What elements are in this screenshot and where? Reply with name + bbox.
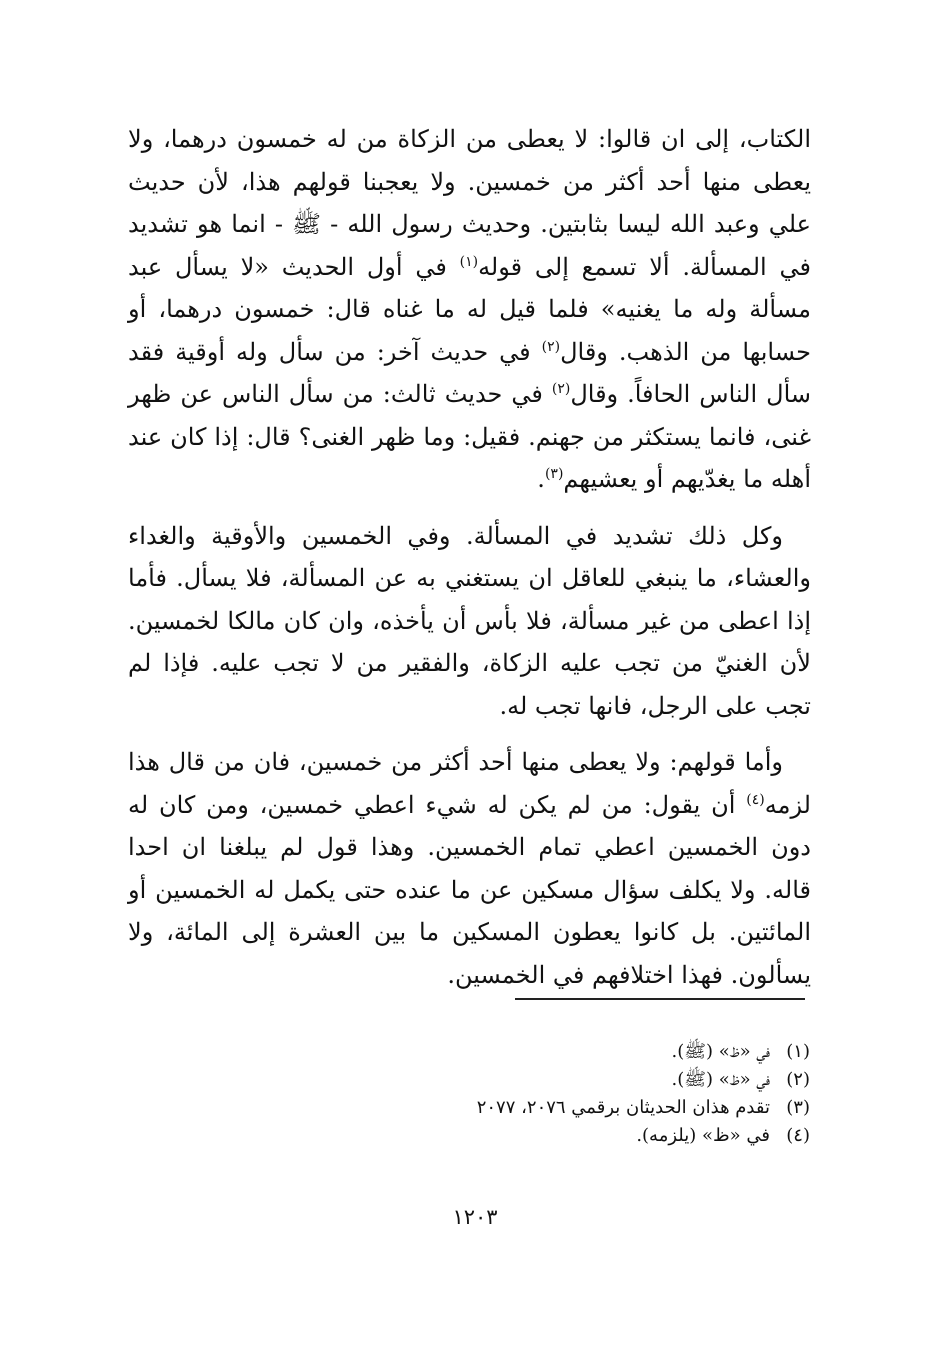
paragraph-1-text: في حديث ثالث: من سأل الناس عن ظهر غنى، فانما يستكثر من جهنم. فقيل: وما ظهر الغنى؟ قال: إذا كان عند أهله ما يغدّيهم أو يعشيهم xyxy=(128,380,811,493)
paragraph-3 xyxy=(128,741,811,996)
footnote-number: (١) xyxy=(786,1041,810,1062)
paragraph-1-text: الكتاب، إلى ان قالوا: لا يعطى من الزكاة من له خمسون درهما، ولا يعطى منها أحد أكثر من خمسين. ولا يعجبنا قولهم هذا، لأن حديث علي وعبد الله ليسا بثابتين. وحديث رسول الله - ﷺ - انما هو تشديد في المسألة. ألا تسمع إلى قوله xyxy=(128,125,812,281)
paragraph-2 xyxy=(128,515,811,728)
footnote-text: في «ظ» (ﷺ). xyxy=(671,1069,770,1090)
footnote-text: تقدم هذان الحديثان برقمي ٢٠٧٦، ٢٠٧٧ xyxy=(476,1097,770,1118)
page-number: ١٢٠٣ xyxy=(452,1205,498,1229)
body-text xyxy=(128,118,811,996)
footnote-item xyxy=(380,1066,810,1094)
paragraph-1-text: في أول الحديث «لا يسأل عبد مسألة وله ما يغنيه» فلما قيل له ما غناه قال: خمسون درهما، أو حسابها من الذهب. وقال xyxy=(128,252,811,366)
footnote-number: (٤) xyxy=(786,1125,810,1146)
footnote-ref-3[interactable]: (٣) xyxy=(544,466,564,482)
paragraph-1-text: . xyxy=(537,465,545,493)
footnote-ref-4[interactable]: (٤) xyxy=(746,791,765,808)
paragraph-1 xyxy=(128,118,811,501)
footnote-ref-2[interactable]: (٢) xyxy=(541,338,561,355)
footnote-text: في «ظ» (يلزمه). xyxy=(636,1125,770,1146)
footnote-item xyxy=(380,1038,810,1066)
paragraph-1-text: في حديث آخر: من سأل وله أوقية فقد سأل الناس الحافاً. وقال xyxy=(128,337,811,408)
footnote-number: (٢) xyxy=(786,1069,810,1090)
footnotes-list xyxy=(380,1038,810,1150)
footnote-item xyxy=(380,1122,810,1150)
footnote-text: في «ظ» (ﷺ). xyxy=(671,1041,770,1062)
footnote-number: (٣) xyxy=(786,1097,810,1118)
paragraph-3-text: وأما قولهم: ولا يعطى منها أحد أكثر من خمسين، فان من قال هذا لزمه xyxy=(128,748,811,819)
footnote-item xyxy=(380,1094,810,1122)
footnote-divider xyxy=(515,998,805,1000)
footnote-ref-1[interactable]: (١) xyxy=(459,253,479,270)
footnote-ref-2[interactable]: (٢) xyxy=(551,381,571,397)
paragraph-2-text: وكل ذلك تشديد في المسألة. وفي الخمسين والأوقية والغداء والعشاء، ما ينبغي للعاقل ان يستغني به عن المسألة، فلا يسأل. فأما إذا اعطى من غير مسألة، فلا بأس أن يأخذه، وان كان مالكا لخمسين. لأن الغنيّ من تجب عليه الزكاة، والفقير من لا تجب عليه. فإذا لم تجب على الرجل، فانها تجب له. xyxy=(128,521,811,720)
paragraph-3-text: أن يقول: من لم يكن له شيء اعطي خمسين، ومن كان له دون الخمسين اعطي تمام الخمسين. وهذا قول لم يبلغنا ان احدا قاله. ولا يكلف سؤال مسكين عن ما عنده حتى يكمل له الخمسين أو المائتين. بل كانوا يعطون المسكين ما بين العشرة إلى المائة، ولا يسألون. فهذا اختلافهم في الخمسين. xyxy=(128,790,811,989)
